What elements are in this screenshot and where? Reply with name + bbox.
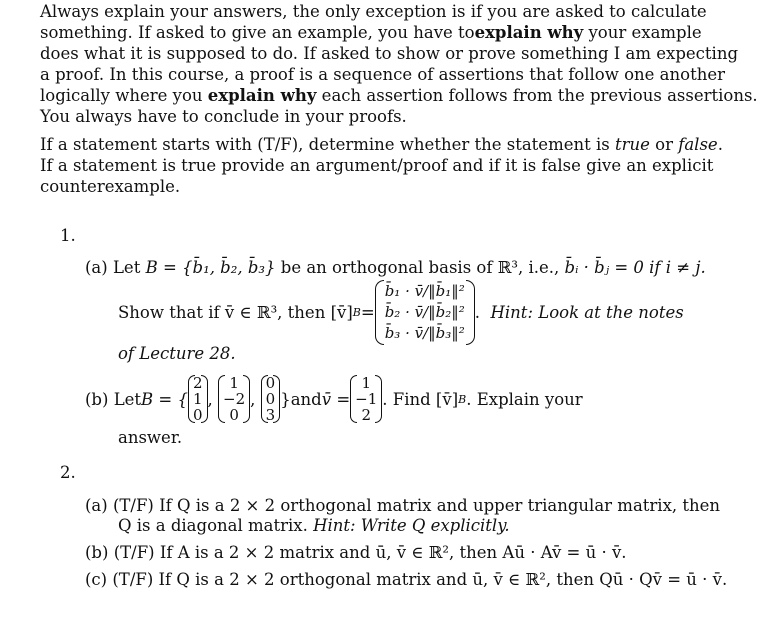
q1b-v1-entry: 2 (193, 374, 203, 392)
tf-period: . (717, 135, 723, 154)
q2b-line (85, 543, 627, 562)
q1b-v3-entry: 0 (265, 374, 276, 392)
q1a-condition: b̄ᵢ · b̄ⱼ = 0 if i ≠ j. (564, 258, 706, 277)
q1b-label: (b) (85, 389, 109, 409)
tf-true: true (614, 135, 650, 154)
q1b-vector-v (350, 375, 382, 423)
q1b-v-entry: 1 (361, 374, 371, 392)
q1a-matrix-row-2: b̄₂ · v̄/‖b̄₂‖² (384, 302, 465, 321)
intro-line-4: a proof. In this course, a proof is a sequence of assertions that follow one another (40, 65, 725, 84)
intro-emphasis-explain-why: explain why (474, 23, 584, 42)
q1a-matrix-row-3: b̄₃ · v̄/‖b̄₃‖² (384, 323, 465, 342)
q1b-answer: answer. (118, 428, 183, 447)
intro-line-1: Always explain your answers, the only exception is if you are asked to calculate (40, 2, 707, 21)
q2c-label: (c) (85, 570, 108, 589)
q2c-line (85, 570, 727, 589)
q1b-v1-entry: 1 (193, 390, 203, 408)
q1a-coordinate-matrix (375, 280, 475, 345)
q1a-let: Let (112, 258, 146, 277)
q1b-subscript: B (458, 392, 467, 406)
q2b-text: (T/F) If A is a 2 × 2 matrix and ū, v̄ ∈ ℝ², then Aū · Av̄ = ū · v̄. (113, 543, 627, 562)
q1a-text: be an orthogonal basis of ℝ³, i.e., (275, 258, 565, 277)
q1b-v-entry: 2 (361, 406, 371, 424)
intro-line-2-text: something. If asked to give an example, you have to (40, 23, 475, 42)
tf-or: or (649, 135, 679, 154)
tf-line-2: If a statement is true provide an argument/proof and if it is false give an explicit (40, 156, 714, 175)
q2a-text: (T/F) If Q is a 2 × 2 orthogonal matrix and upper triangular matrix, then (112, 496, 721, 515)
q2-number: 2. (60, 463, 76, 482)
q1a-label: (a) (85, 258, 108, 277)
q1a-hint-cont: of Lecture 28. (118, 344, 236, 363)
q2a-line-2 (118, 516, 510, 535)
q1b-basis-close: } (280, 389, 291, 409)
q1a-equals: = (360, 302, 375, 322)
intro-line-5-tail: each assertion follows from the previous assertions. (316, 86, 758, 105)
q1a-basis: B = {b̄₁, b̄₂, b̄₃} (145, 258, 276, 277)
q1b-let: Let (113, 389, 142, 409)
q2c-text: (T/F) If Q is a 2 × 2 orthogonal matrix and ū, v̄ ∈ ℝ², then Qū · Qv̄ = ū · v̄. (112, 570, 728, 589)
q1b-find: . Find [v̄] (382, 389, 459, 409)
tf-line-1-text: If a statement starts with (T/F), determine whether the statement is (40, 135, 615, 154)
intro-line-2-tail: your example (583, 23, 702, 42)
q1a-line-2: Show that if v̄ ∈ ℝ³, then [v̄] B = b̄₁ · v̄/‖b̄₁‖² b̄₂ · v̄/‖b̄₂‖² b̄₃ · v̄/‖b̄₃‖² . Hint: Look at the notes (118, 280, 684, 344)
q1b-and: and (290, 389, 322, 409)
q2a-hint: Hint: Write Q explicitly. (313, 516, 510, 535)
q1a-show-text: Show that if v̄ ∈ ℝ³, then [v̄] (118, 302, 353, 322)
q1b-v1-entry: 0 (193, 406, 203, 424)
q1b-v3-entry: 0 (265, 390, 276, 408)
q1b-v2-entry: 1 (229, 374, 239, 392)
q1a-hint: Hint: Look at the notes (490, 302, 684, 322)
intro-line-2 (40, 23, 702, 42)
q1b-basis-vector-1 (188, 375, 208, 423)
q1a-line-1 (85, 258, 706, 277)
q1b-basis-vector-3 (261, 375, 281, 423)
q1b-v-entry: −1 (355, 390, 378, 408)
intro-line-6: You always have to conclude in your proofs. (40, 107, 407, 126)
q2a-text-2: Q is a diagonal matrix. (118, 516, 314, 535)
q1b-v2-entry: 0 (229, 406, 239, 424)
intro-emphasis-explain-why-2: explain why (207, 86, 317, 105)
q1b-explain: . Explain your (466, 389, 583, 409)
q2b-label: (b) (85, 543, 109, 562)
q2a-label: (a) (85, 496, 108, 515)
q1-number: 1. (60, 226, 76, 245)
q2a-line-1 (85, 496, 720, 515)
intro-line-5 (40, 86, 758, 105)
intro-line-5-text: logically where you (40, 86, 203, 105)
intro-line-3: does what it is supposed to do. If asked to show or prove something I am expecting (40, 44, 739, 63)
q1b-basis-prefix: B = { (141, 389, 188, 409)
q1b-basis-vector-2 (218, 375, 250, 423)
q1b-line-1: (b) Let B = { 2 1 0 , 1 −2 0 , 0 0 3 } and v̄ = 1 −1 2 . Find [v̄] B . Explain your (85, 374, 583, 424)
tf-line-3: counterexample. (40, 177, 181, 196)
tf-line-1 (40, 135, 723, 154)
q1b-v3-entry: 3 (265, 406, 276, 424)
q1a-subscript: B (352, 305, 361, 319)
tf-false: false (678, 135, 718, 154)
q1a-matrix-row-1: b̄₁ · v̄/‖b̄₁‖² (384, 281, 465, 300)
q1b-v2-entry: −2 (223, 390, 246, 408)
q1b-v-prefix: v̄ = (321, 389, 351, 409)
